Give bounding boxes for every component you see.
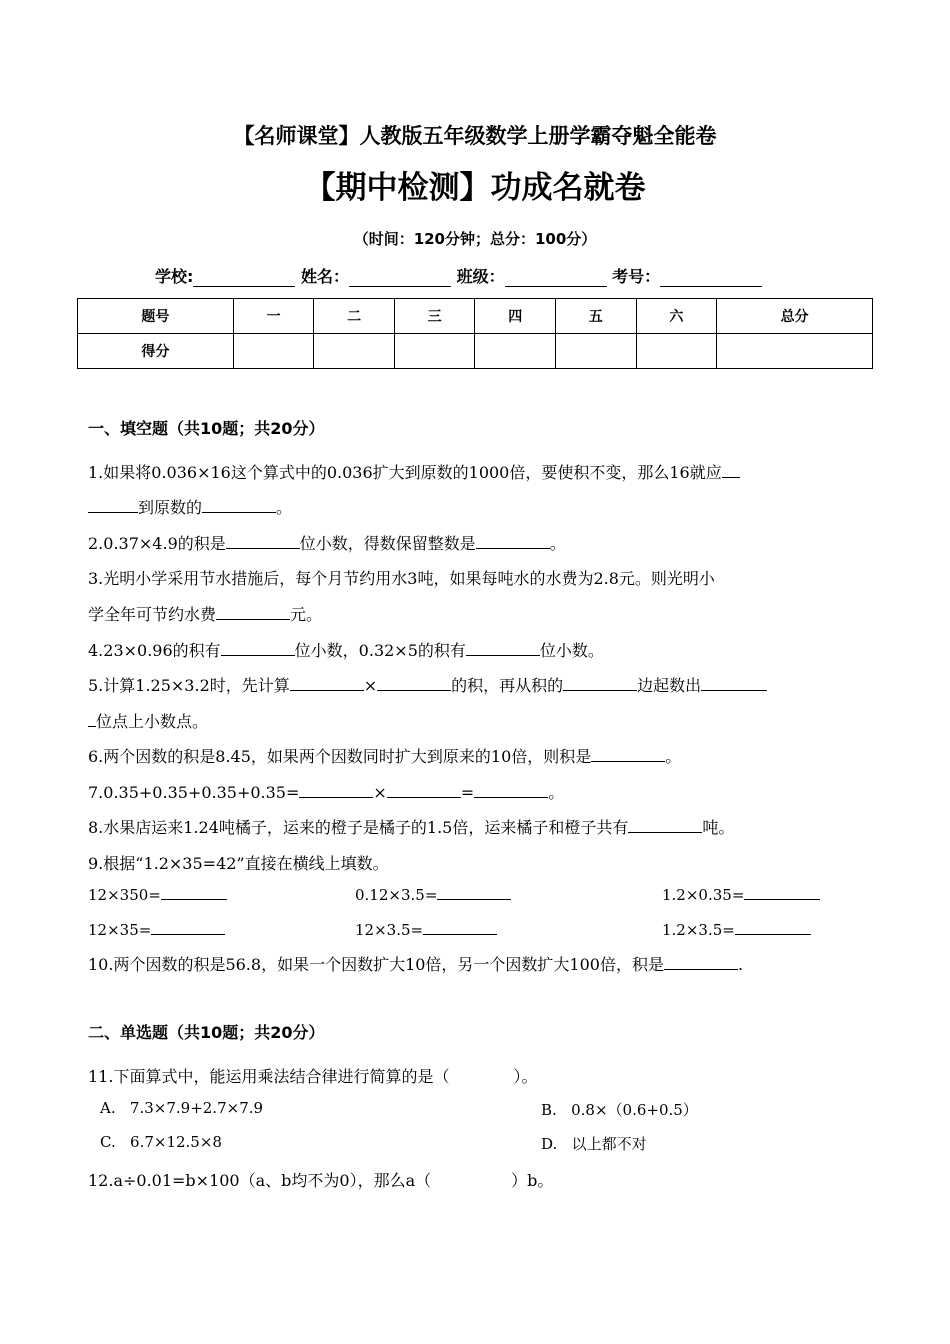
q3-text-2: 学全年可节约水费: [88, 605, 217, 624]
option-text: 7.3×7.9+2.7×7.9: [129, 1099, 264, 1117]
question-1-line-2: [88, 495, 292, 518]
q5-text-4: 边起数出: [637, 676, 702, 695]
option-letter: D.: [541, 1135, 558, 1153]
question-7: [88, 780, 564, 803]
score-header-cell: 四: [475, 299, 556, 334]
name-field[interactable]: [349, 268, 451, 287]
question-3-line-2: [88, 602, 322, 625]
score-cell[interactable]: [394, 334, 475, 369]
question-6: [88, 744, 681, 767]
score-header-cell: 六: [636, 299, 717, 334]
q8-text: 8.水果店运来1.24吨橘子，运来的橙子是橘子的1.5倍，运来橘子和橙子共有: [88, 818, 629, 837]
school-label: 学校:: [155, 267, 194, 286]
q9-item-4: 12×35=: [88, 918, 225, 939]
q11-option-d[interactable]: [541, 1133, 647, 1154]
score-cell[interactable]: [556, 334, 637, 369]
q1-blank-a-cont[interactable]: [88, 496, 138, 513]
q2-text-3: 。: [549, 534, 566, 553]
q1-text: 1.如果将0.036×16这个算式中的0.036扩大到原数的1000倍，要使积不变，那么16就应: [88, 463, 722, 482]
question-11: 11.下面算式中，能运用乘法结合律进行简算的是（ ）。: [88, 1067, 538, 1086]
score-cell[interactable]: [475, 334, 556, 369]
school-field[interactable]: [193, 268, 295, 287]
section-1-title: 一、填空题（共10题；共20分）: [88, 419, 325, 438]
question-8: [88, 815, 734, 838]
score-header-cell: 总分: [717, 299, 873, 334]
option-text: 以上都不对: [571, 1135, 647, 1153]
q11-option-a[interactable]: [100, 1099, 263, 1117]
q4-text-3: 位小数。: [539, 641, 604, 660]
question-5-line-1: [88, 673, 767, 696]
q2-blank-a[interactable]: [226, 532, 300, 549]
q10-blank[interactable]: [664, 953, 738, 970]
class-field[interactable]: [505, 268, 607, 287]
q1-blank-b[interactable]: [202, 496, 276, 513]
q9-blank-4[interactable]: [151, 918, 225, 935]
question-2: [88, 531, 566, 554]
score-cell[interactable]: [314, 334, 395, 369]
q9-blank-5[interactable]: [423, 918, 497, 935]
student-info-row: [155, 264, 762, 287]
q5-blank-d[interactable]: [701, 674, 767, 691]
q7-blank-b[interactable]: [387, 781, 461, 798]
option-text: 0.8×（0.6+0.5）: [571, 1101, 698, 1119]
q3-text: 3.光明小学采用节水措施后，每个月节约用水3吨，如果每吨水的水费为2.8元。则光明小: [88, 569, 715, 588]
q7-blank-c[interactable]: [474, 781, 548, 798]
q2-blank-b[interactable]: [476, 532, 550, 549]
q9-item-1: 12×350=: [88, 883, 227, 904]
question-5-line-2: [88, 709, 208, 732]
q9-blank-2[interactable]: [437, 883, 511, 900]
question-12: 12.a÷0.01=b×100（a、b均不为0），那么a（ ）b。: [88, 1171, 554, 1190]
score-table-header-row: [78, 299, 873, 334]
q5-text-5: 位点上小数点。: [96, 712, 209, 731]
q4-text: 4.23×0.96的积有: [88, 641, 221, 660]
paper-title: 【期中检测】功成名就卷: [304, 170, 646, 206]
q1-text-2: 到原数的: [138, 498, 203, 517]
q6-text-2: 。: [665, 747, 682, 766]
class-label: 班级：: [456, 267, 505, 286]
question-10: [88, 952, 743, 975]
q8-text-2: 吨。: [702, 818, 735, 837]
option-letter: A.: [100, 1099, 116, 1117]
q6-blank[interactable]: [591, 745, 665, 762]
q9-blank-1[interactable]: [161, 883, 227, 900]
q5-blank-d-cont[interactable]: [88, 710, 96, 727]
exam-no-label: 考号：: [612, 267, 661, 286]
question-3-line-1: [88, 566, 715, 589]
q1-blank-a[interactable]: [722, 461, 740, 478]
q10-text: 10.两个因数的积是56.8，如果一个因数扩大10倍，另一个因数扩大100倍，积是: [88, 955, 664, 974]
q1-text-3: 。: [276, 498, 293, 517]
q4-blank-a[interactable]: [221, 639, 295, 656]
q9-item-3: 1.2×0.35=: [662, 883, 820, 904]
q5-text-2: ×: [363, 676, 378, 695]
question-1-line-1: [88, 460, 740, 483]
option-letter: B.: [541, 1101, 557, 1119]
q9-item-5: 12×3.5=: [355, 918, 497, 939]
q4-text-2: 位小数，0.32×5的积有: [294, 641, 466, 660]
name-label: 姓名：: [300, 267, 349, 286]
score-cell[interactable]: [717, 334, 873, 369]
q11-option-b[interactable]: [541, 1099, 698, 1120]
q3-blank[interactable]: [216, 603, 290, 620]
q7-text-2: ×: [373, 783, 387, 802]
score-cell[interactable]: [233, 334, 314, 369]
q10-text-2: .: [737, 955, 744, 974]
q2-text: 2.0.37×4.9的积是: [88, 534, 226, 553]
q9-item-2: 0.12×3.5=: [355, 883, 511, 904]
section-2-title: 二、单选题（共10题；共20分）: [88, 1023, 325, 1042]
q11-option-c[interactable]: [100, 1133, 222, 1151]
q3-text-3: 元。: [290, 605, 323, 624]
score-table: [77, 298, 873, 369]
q5-blank-a[interactable]: [290, 674, 364, 691]
q9-item-6: 1.2×3.5=: [662, 918, 811, 939]
q5-blank-c[interactable]: [563, 674, 637, 691]
score-cell[interactable]: [636, 334, 717, 369]
q2-text-2: 位小数，得数保留整数是: [299, 534, 476, 553]
score-header-cell: 五: [556, 299, 637, 334]
score-table-score-row: [78, 334, 873, 369]
q9-blank-3[interactable]: [744, 883, 820, 900]
q4-blank-b[interactable]: [466, 639, 540, 656]
score-header-cell: 一: [233, 299, 314, 334]
q6-text: 6.两个因数的积是8.45，如果两个因数同时扩大到原来的10倍，则积是: [88, 747, 592, 766]
q7-blank-a[interactable]: [299, 781, 373, 798]
time-score-info: （时间：120分钟；总分：100分）: [353, 230, 597, 248]
q9-blank-6[interactable]: [735, 918, 811, 935]
score-row-label: 得分: [78, 334, 234, 369]
paper-subtitle: 【名师课堂】人教版五年级数学上册学霸夺魁全能卷: [233, 124, 717, 148]
score-header-cell: 三: [394, 299, 475, 334]
option-letter: C.: [100, 1133, 116, 1151]
q8-blank[interactable]: [628, 816, 702, 833]
q5-text-3: 的积，再从积的: [451, 676, 564, 695]
question-4: [88, 638, 604, 661]
question-9: 9.根据“1.2×35=42”直接在横线上填数。: [88, 854, 389, 873]
q5-blank-b[interactable]: [377, 674, 451, 691]
q5-text: 5.计算1.25×3.2时，先计算: [88, 676, 290, 695]
score-header-cell: 题号: [78, 299, 234, 334]
score-header-cell: 二: [314, 299, 395, 334]
q7-text-4: 。: [548, 783, 565, 802]
q7-text-3: =: [460, 783, 475, 802]
exam-no-field[interactable]: [660, 268, 762, 287]
q7-text: 7.0.35+0.35+0.35+0.35=: [88, 783, 300, 802]
option-text: 6.7×12.5×8: [130, 1133, 222, 1151]
